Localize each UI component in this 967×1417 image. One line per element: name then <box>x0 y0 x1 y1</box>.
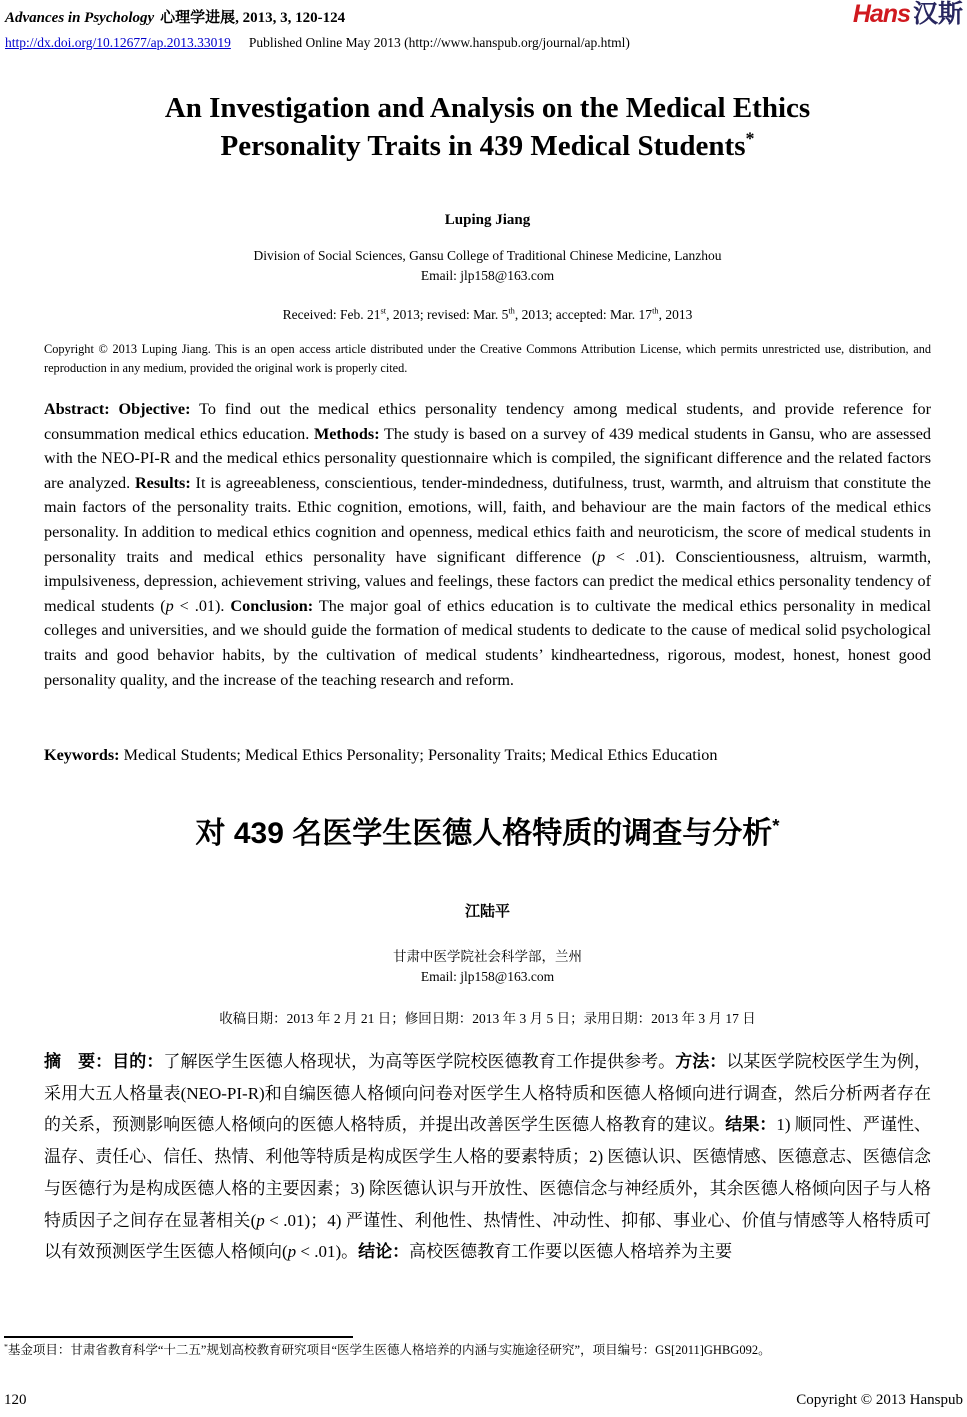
footer-copyright: Copyright © 2013 Hanspub <box>796 1392 963 1408</box>
zh-title-footnote-mark: * <box>772 815 780 836</box>
text-segment: th <box>508 306 515 316</box>
text-segment: 方法： <box>675 1052 727 1071</box>
text-segment: , 2013; accepted: Mar. 17 <box>514 307 653 322</box>
zh-abstract-text <box>44 1046 931 1300</box>
text-segment: To find out the medical ethics personality tendency among medical students, and provide reference for consummation medical ethics education. <box>44 400 931 443</box>
published-info: Published Online May 2013 (http://www.hanspub.org/journal/ap.html) <box>248 35 630 50</box>
text-segment: th <box>652 306 659 316</box>
text-segment: p <box>597 547 606 566</box>
text-segment: Methods: <box>313 424 380 443</box>
text-segment: It is agreeableness, conscientious, tender-mindedness, dutifulness, trust, warmth, and altruism that constitute the main factors of the personality traits. Ethic cognition, emotions, will, faith, and behaviour are the main factors of the medical ethics personality. In addition to medical ethics cognition and openness, medical ethics faith and neuroticism, the score of medical students in personality traits and medical ethics personality have significant difference ( <box>44 473 931 566</box>
text-segment: Keywords: <box>44 746 120 764</box>
text-segment: < .01)；4) 严谨性、利他性、热情性、冲动性、抑郁、事业心、价值与情感等人格特质可以有效预测医学生医德人格倾向( <box>44 1210 931 1262</box>
zh-page-title <box>44 814 931 854</box>
zh-title-text: 对 439 名医学生医德人格特质的调查与分析 <box>195 817 773 850</box>
journal-name: Advances in Psychology <box>5 10 155 26</box>
text-segment: The study is based on a survey of 439 medical students in Gansu, who are assessed with the NEO-PI-R and the medical ethics personality questionnaire which is compiled, the significant difference and the related factors are analyzed. <box>44 424 931 492</box>
abstract-text <box>44 397 931 742</box>
zh-received-dates: 收稿日期：2013 年 2 月 21 日；修回日期：2013 年 3 月 5 日；录用日期：2013 年 3 月 17 日 <box>219 1011 756 1026</box>
text-segment: Conclusion: <box>230 596 314 615</box>
hans-logo <box>853 1 963 28</box>
journal-line <box>5 6 962 27</box>
title-footnote-mark: * <box>745 128 755 149</box>
footnote-text <box>4 1342 963 1359</box>
title-line-2-text: Personality Traits in 439 Medical Students <box>220 130 746 162</box>
page-header <box>0 0 967 51</box>
text-segment: Received: Feb. 21 <box>282 307 381 322</box>
text-segment: p <box>256 1210 265 1230</box>
author-name: Luping Jiang <box>444 212 531 228</box>
text-segment: 1) 顺同性、严谨性、温存、责任心、信任、热情、利他等特质是构成医学生人格的要素特质；2) 医德认识、医德情感、医德意志、医德信念与医德行为是构成医德人格的主要因素；3) 除医德认识与开放性、医德信念与神经质外，其余医德人格倾向因子与人格特质因子之间存在显著相关( <box>44 1115 932 1230</box>
footnote-divider <box>4 1336 353 1338</box>
text-segment: p <box>287 1242 297 1262</box>
page-number: 120 <box>4 1392 27 1408</box>
keywords-line <box>44 746 931 765</box>
copyright-notice: Copyright © 2013 Luping Jiang. This is an open access article distributed under the Creative Commons Attribution License, which permits unrestricted use, distribution, and reproduction in any medium, provided the original work is properly cited. <box>44 342 931 375</box>
hans-logo-latin: Hans <box>852 0 910 28</box>
footnote-block <box>4 1336 963 1359</box>
text-segment: , 2013 <box>658 307 693 322</box>
doi-line <box>5 35 962 51</box>
text-segment: < .01). <box>173 596 231 615</box>
text-segment: < .01). Conscientiousness, altruism, warmth, impulsiveness, depression, achievement striving, values and feelings, these factors can predict the medical ethics personality tendency of medical students ( <box>44 547 931 615</box>
title-line-2 <box>44 127 931 165</box>
hans-logo-cjk: 汉斯 <box>912 0 963 28</box>
title-line-1: An Investigation and Analysis on the Medical Ethics <box>164 92 811 124</box>
journal-issue-info: 心理学进展, 2013, 3, 120-124 <box>160 10 346 26</box>
text-segment: p <box>165 596 174 615</box>
doi-link[interactable]: http://dx.doi.org/10.12677/ap.2013.33019 <box>5 35 231 50</box>
text-segment: < .01)。 <box>296 1242 359 1262</box>
text-segment: 结果： <box>725 1115 777 1135</box>
zh-author-affiliation: 甘肃中医学院社会科学部，兰州 <box>393 949 582 964</box>
text-segment: Results: <box>134 473 191 492</box>
page-footer <box>4 1392 963 1409</box>
text-segment: Medical Students; Medical Ethics Personality; Personality Traits; Medical Ethics Education <box>119 746 718 764</box>
text-segment: 结论： <box>358 1242 410 1262</box>
zh-author-email: Email: jlp158@163.com <box>420 969 555 984</box>
received-dates <box>44 307 931 323</box>
text-segment: Abstract: Objective: <box>44 400 191 418</box>
article-body <box>0 89 967 1300</box>
author-affiliation: Division of Social Sciences, Gansu College of Traditional Chinese Medicine, Lanzhou <box>253 248 722 263</box>
text-segment: st <box>380 306 387 316</box>
text-segment: The major goal of ethics education is to cultivate the medical ethics personality in medical colleges and universities, and we should guide the formation of medical students to dedicate to the cause of medical solid psychological traits and good behavior habits, by the cultivation of medical students’ kindheartedness, rigorous, modest, honest, honest good personality quality, and the increase of the teaching research and reform. <box>44 596 931 689</box>
text-segment: 以某医学院校医学生为例，采用大五人格量表(NEO-PI-R)和自编医德人格倾向问卷对医学生人格特质和医德人格倾向进行调查，然后分析两者存在的关系，预测影响医德人格倾向的医德人格特质，并提出改善医学生医德人格教育的建议。 <box>44 1052 932 1135</box>
text-segment: 摘 要：目的： <box>44 1052 164 1071</box>
author-email: Email: jlp158@163.com <box>420 268 555 283</box>
page-title <box>44 89 931 165</box>
text-segment: 高校医德教育工作要以医德人格培养为主要 <box>409 1242 733 1262</box>
text-segment: 了解医学生医德人格现状，为高等医学院校医德教育工作提供参考。 <box>163 1052 676 1071</box>
zh-author-name: 江陆平 <box>464 904 510 920</box>
text-segment: , 2013; revised: Mar. 5 <box>386 307 509 322</box>
footnote-body: 基金项目：甘肃省教育科学“十二五”规划高校教育研究项目“医学生医德人格培养的内涵与实施途径研究”，项目编号：GS[2011]GHBG092。 <box>7 1343 771 1357</box>
footnote-mark: * <box>4 1341 8 1351</box>
